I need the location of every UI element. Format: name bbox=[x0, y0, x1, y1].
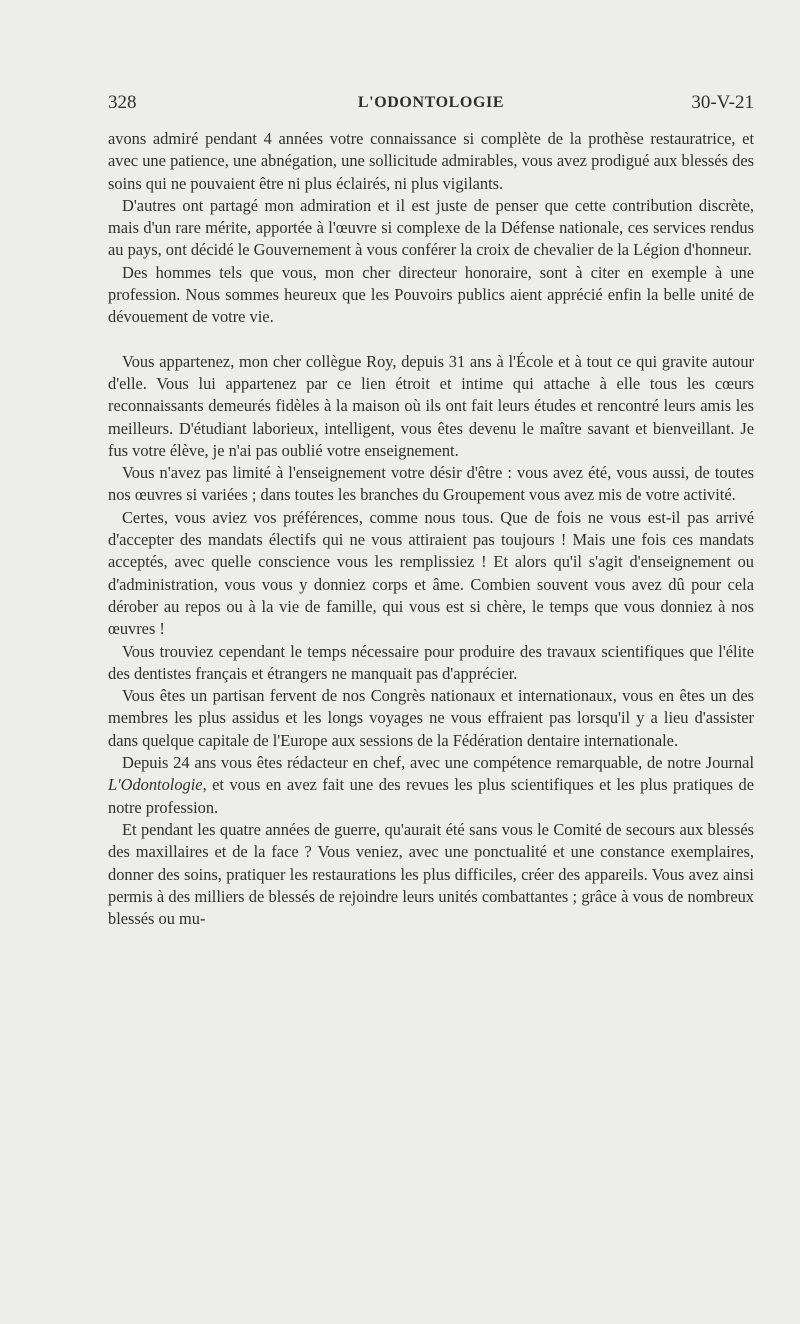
paragraph: D'autres ont partagé mon admiration et il est juste de penser que cette contribution discrète, mais d'un rare mérite, apportée à l'œuvre si complexe de la Défense nationale, ces services rendus au pays, ont décidé le Gouvernement à vous conférer la croix de chevalier de la Légion d'honneur. bbox=[108, 195, 754, 260]
paragraph: Et pendant les quatre années de guerre, qu'aurait été sans vous le Comité de secours aux blessés des maxillaires et de la face ? Vous veniez, avec une ponctualité et une constance exemplaires, donner des soins, pratiquer les restaurations les plus difficiles, créer des appareils. Vous avez ainsi permis à des milliers de blessés de rejoindre leurs unités combattantes ; grâce à vous de nombreux blessés ou mu- bbox=[108, 819, 754, 929]
journal-name-italic: L'Odontologie bbox=[108, 775, 203, 795]
paragraph: Vous appartenez, mon cher collègue Roy, depuis 31 ans à l'École et à tout ce qui gravite autour d'elle. Vous lui appartenez par ce lien étroit et intime qui attache à elle tous les cœurs reconnaissants demeurés fidèles à la maison où ils ont fait leurs études et rencontré leurs amis les meilleurs. D'étudiant laborieux, intelligent, vous êtes devenu le maître savant et bienveillant. Je fus votre élève, je n'ai pas oublié votre enseignement. bbox=[108, 351, 754, 460]
paragraph: Vous n'avez pas limité à l'enseignement votre désir d'être : vous avez été, vous aussi, de toutes nos œuvres si variées ; dans toutes les branches du Groupement vous avez mis de votre activité. bbox=[108, 463, 754, 505]
body-text bbox=[108, 128, 754, 930]
page-header bbox=[108, 92, 754, 118]
paragraph: Certes, vous aviez vos préférences, comme nous tous. Que de fois ne vous est-il pas arrivé d'accepter des mandats électifs qui ne vous attiraient pas toujours ! Mais une fois ces mandats acceptés, avec quelle conscience vous les remplissiez ! Et alors qu'il s'agit d'enseignement ou d'administration, vous vous y donniez corps et âme. Combien souvent vous avez dû pour cela dérober au repos ou à la vie de famille, qui vous est si chère, le temps que vous donniez à nos œuvres ! bbox=[108, 507, 754, 639]
journal-title: L'ODONTOLOGIE bbox=[357, 94, 505, 111]
paragraph bbox=[108, 752, 754, 819]
issue-date: 30-V-21 bbox=[691, 92, 754, 113]
page-number: 328 bbox=[108, 92, 137, 113]
paragraph-text: Depuis 24 ans vous êtes rédacteur en chef, avec une compétence remarquable, de notre Journal bbox=[122, 753, 754, 773]
paragraph: avons admiré pendant 4 années votre connaissance si complète de la prothèse restauratrice, et avec une patience, une abnégation, une sollicitude admirables, vous avez prodigué aux blessés des soins qui ne pouvaient être ni plus éclairés, ni plus vigilants. bbox=[108, 129, 754, 193]
paragraph: Vous trouviez cependant le temps nécessaire pour produire des travaux scientifiques que l'élite des dentistes français et étrangers ne manquait pas d'apprécier. bbox=[108, 641, 754, 683]
paragraph: Vous êtes un partisan fervent de nos Congrès nationaux et internationaux, vous en êtes un des membres les plus assidus et les longs voyages ne vous effraient pas lorsqu'il y a lieu d'assister dans quelque capitale de l'Europe aux sessions de la Fédération dentaire internationale. bbox=[108, 686, 754, 750]
paragraph: Des hommes tels que vous, mon cher directeur honoraire, sont à citer en exemple à une profession. Nous sommes heureux que les Pouvoirs publics aient apprécié enfin la belle unité de dévouement de votre vie. bbox=[108, 262, 754, 327]
paragraph-text: , et vous en avez fait une des revues les plus scientifiques et les plus pratiques de notre profession. bbox=[108, 775, 754, 817]
